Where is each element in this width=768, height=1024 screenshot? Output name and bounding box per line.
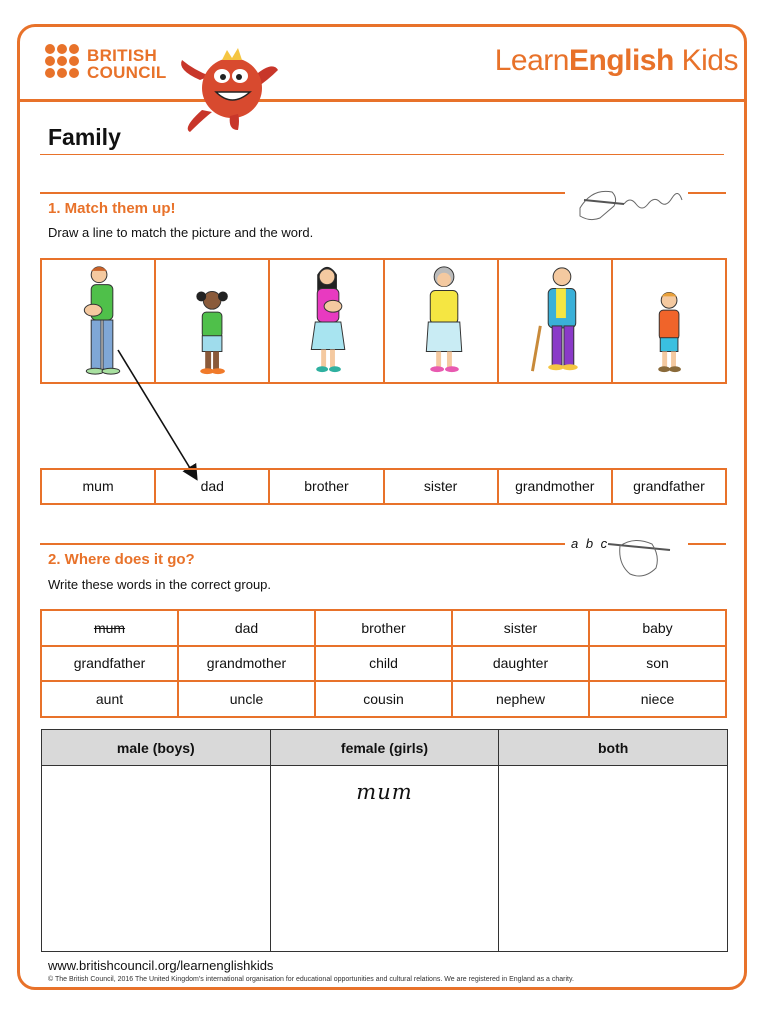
section1-rule-right [688,192,726,194]
bank-word: dad [178,610,315,646]
header-divider [20,99,744,102]
bank-word: brother [315,610,452,646]
section1-heading: 1. Match them up! [48,200,176,217]
word-grid [40,468,727,505]
word-bank-row [41,681,726,717]
section2-instruction: Write these words in the correct group. [48,577,272,592]
footer-copyright: © The British Council, 2016 The United Kingdom’s international organisation for educational opportunities and cultural relations. We are registered in England as a charity. [48,976,574,983]
picture-grandfather[interactable] [499,260,613,382]
handwritten-answer: mum [356,780,413,804]
picture-mum[interactable] [270,260,384,382]
bc-logo-line1: BRITISH [87,46,158,65]
bc-logo-line2: COUNCIL [87,63,167,82]
mum-with-baby-icon [270,260,382,382]
match-word-brother[interactable]: brother [270,470,384,503]
answer-box-male[interactable] [42,766,271,952]
bank-word: baby [589,610,726,646]
girl-icon [156,260,268,382]
bank-word: sister [452,610,589,646]
section2-rule-left [40,543,565,545]
match-word-sister[interactable]: sister [385,470,499,503]
writing-hand-icon [600,528,684,584]
match-word-grandfather[interactable]: grandfather [633,478,705,494]
bank-word: nephew [452,681,589,717]
word-bank [40,609,727,718]
bank-word: daughter [452,646,589,682]
grandmother-icon [385,260,497,382]
learnenglishkids-logo: LearnEnglish Kids [494,44,738,77]
bank-word: niece [589,681,726,717]
bank-word: uncle [178,681,315,717]
section1-rule-left [40,192,565,194]
column-header-male: male (boys) [42,730,271,766]
answer-box-both[interactable] [499,766,728,952]
title-underline [40,154,724,155]
hand-letters: a b c [571,536,610,551]
column-header-female: female (girls) [270,730,499,766]
dad-with-baby-icon [42,260,154,382]
match-word-mum[interactable]: mum [42,470,156,503]
section2-heading: 2. Where does it go? [48,551,195,568]
answer-box-female[interactable] [270,766,499,952]
column-header-both: both [499,730,728,766]
boy-icon [613,260,725,382]
section1-instruction: Draw a line to match the picture and the word. [48,225,314,240]
monster-mascot-icon [172,40,282,132]
picture-girl[interactable] [156,260,270,382]
sort-table [41,729,728,952]
word-bank-row [41,610,726,646]
match-word-grandmother[interactable]: grandmother [499,470,613,503]
bank-word: son [589,646,726,682]
word-bank-row [41,646,726,682]
picture-grid [40,258,727,384]
section2-rule-right [688,543,726,545]
page-title: Family [48,124,121,150]
match-word-dad[interactable]: dad [156,470,270,503]
picture-boy[interactable] [613,260,725,382]
picture-dad[interactable] [42,260,156,382]
bank-word: child [315,646,452,682]
bc-dots-icon [45,44,85,84]
bank-word: cousin [315,681,452,717]
grandfather-icon [499,260,611,382]
footer-url[interactable]: www.britishcouncil.org/learnenglishkids [48,958,274,973]
bank-word: aunt [41,681,178,717]
writing-hand-icon [572,178,684,228]
bank-word: grandmother [178,646,315,682]
picture-grandmother[interactable] [385,260,499,382]
bank-word: grandfather [41,646,178,682]
bank-word [41,610,178,646]
bank-word-crossed: mum [93,619,126,636]
